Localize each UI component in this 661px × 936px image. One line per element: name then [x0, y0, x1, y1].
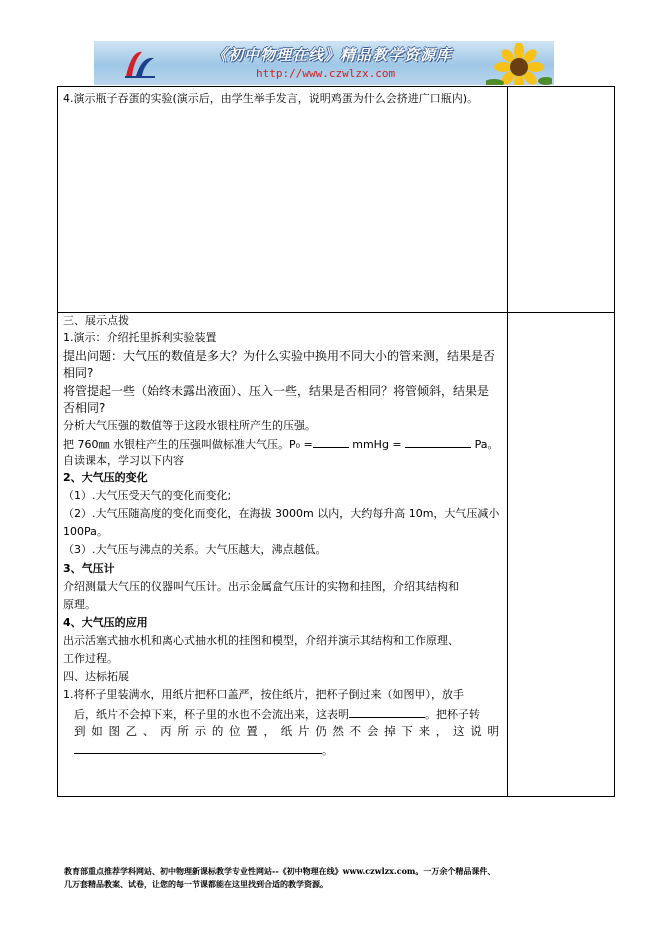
pa-blank[interactable]: [405, 435, 471, 448]
cup-question-part-end: 。把杯子转: [425, 708, 480, 721]
cup-question-text: 1.将杯子里装满水，用纸片把杯口盖严，按住纸片，把杯子倒过来（如图甲），放手: [63, 688, 464, 701]
selfstudy-text: 自读课本，学习以下内容: [63, 454, 184, 467]
header-banner: [94, 41, 554, 85]
standard-pressure-line: [63, 435, 499, 453]
section-title-display: 三、展示点拨: [63, 314, 129, 327]
pressure-weather-text: （1）.大气压受天气的变化而变化;: [63, 489, 232, 502]
banner-title: 《初中物理在线》精品教学资源库: [212, 46, 453, 64]
heading-pressure-change: 2、大气压的变化: [63, 471, 148, 484]
question-text: 提出问题：大气压的数值是多大？为什么实验中换用不同大小的管来测，结果是否: [63, 349, 496, 363]
pump-text: 出示活塞式抽水机和离心式抽水机的挂图和模型，介绍并演示其结构和工作原理、: [63, 634, 459, 647]
cup-answer-end: 。: [322, 744, 333, 757]
heading-barometer: 3、气压计: [63, 562, 115, 575]
answer-blank-2[interactable]: [74, 741, 322, 754]
lesson-table: [57, 86, 615, 797]
sunflower-icon: [486, 43, 552, 85]
demo-torricelli-text: 1.演示：介绍托里拆利实验装置: [63, 331, 217, 344]
mmhg-unit: mmHg =: [348, 438, 406, 451]
section-title-extension: 四、达标拓展: [63, 670, 129, 683]
banner-url: http://www.czwlzx.com: [256, 67, 396, 80]
pump-text-cont: 工作过程。: [63, 652, 118, 665]
tilt-question-cont: 否相同?: [63, 401, 106, 415]
row2-content-cell: [57, 312, 508, 797]
footer-line-1: 教育部重点推荐学科网站、初中物理新课标教学专业性网站--《初中物理在线》www.czwlzx.com。一万余个精品课件、: [64, 866, 496, 876]
demo-egg-bottle-text: 4.演示瓶子吞蛋的实验(演示后，由学生举手发言，说明鸡蛋为什么会挤进广口瓶内)。: [63, 92, 479, 105]
question-text-cont: 相同?: [63, 366, 94, 380]
footer-line-2: 几万套精品教案、试卷，让您的每一节课都能在这里找到合适的教学资源。: [64, 879, 328, 889]
tilt-question-text: 将管提起一些（始终未露出液面）、压入一些，结果是否相同？将管倾斜，结果是: [63, 384, 490, 398]
barometer-text-cont: 原理。: [63, 598, 96, 611]
row1-notes-cell: [507, 86, 615, 313]
row2-notes-cell: [507, 312, 615, 797]
answer-blank-1[interactable]: [349, 705, 425, 718]
heading-application: 4、大气压的应用: [63, 616, 148, 629]
pa-unit: Pa。: [471, 438, 499, 451]
pressure-altitude-text: （2）.大气压随高度的变化而变化，在海拔 3000m 以内，大约每升高 10m，大气压减小: [63, 507, 500, 520]
site-logo-icon: [122, 46, 158, 82]
cup-question-part: 后，纸片不会掉下来，杯子里的水也不会流出来，这表明: [74, 708, 349, 721]
mmhg-blank[interactable]: [313, 435, 349, 448]
cup-answer-line: [74, 741, 333, 759]
pressure-altitude-cont: 100Pa。: [63, 525, 108, 538]
analysis-text: 分析大气压强的数值等于这段水银柱所产生的压强。: [63, 419, 316, 432]
standard-pressure-prefix: 把 760㎜ 水银柱产生的压强叫做标准大气压。P₀ =: [63, 438, 313, 451]
barometer-text: 介绍测量大气压的仪器叫气压计。出示金属盒气压计的实物和挂图，介绍其结构和: [63, 580, 459, 593]
row1-content-cell: [57, 86, 508, 313]
cup-rotate-text: 到如图乙、丙所示的位置，纸片仍然不会掉下来，这说明: [74, 724, 499, 738]
cup-question-line2: [74, 705, 480, 723]
pressure-boiling-text: （3）.大气压与沸点的关系。大气压越大，沸点越低。: [63, 543, 327, 556]
